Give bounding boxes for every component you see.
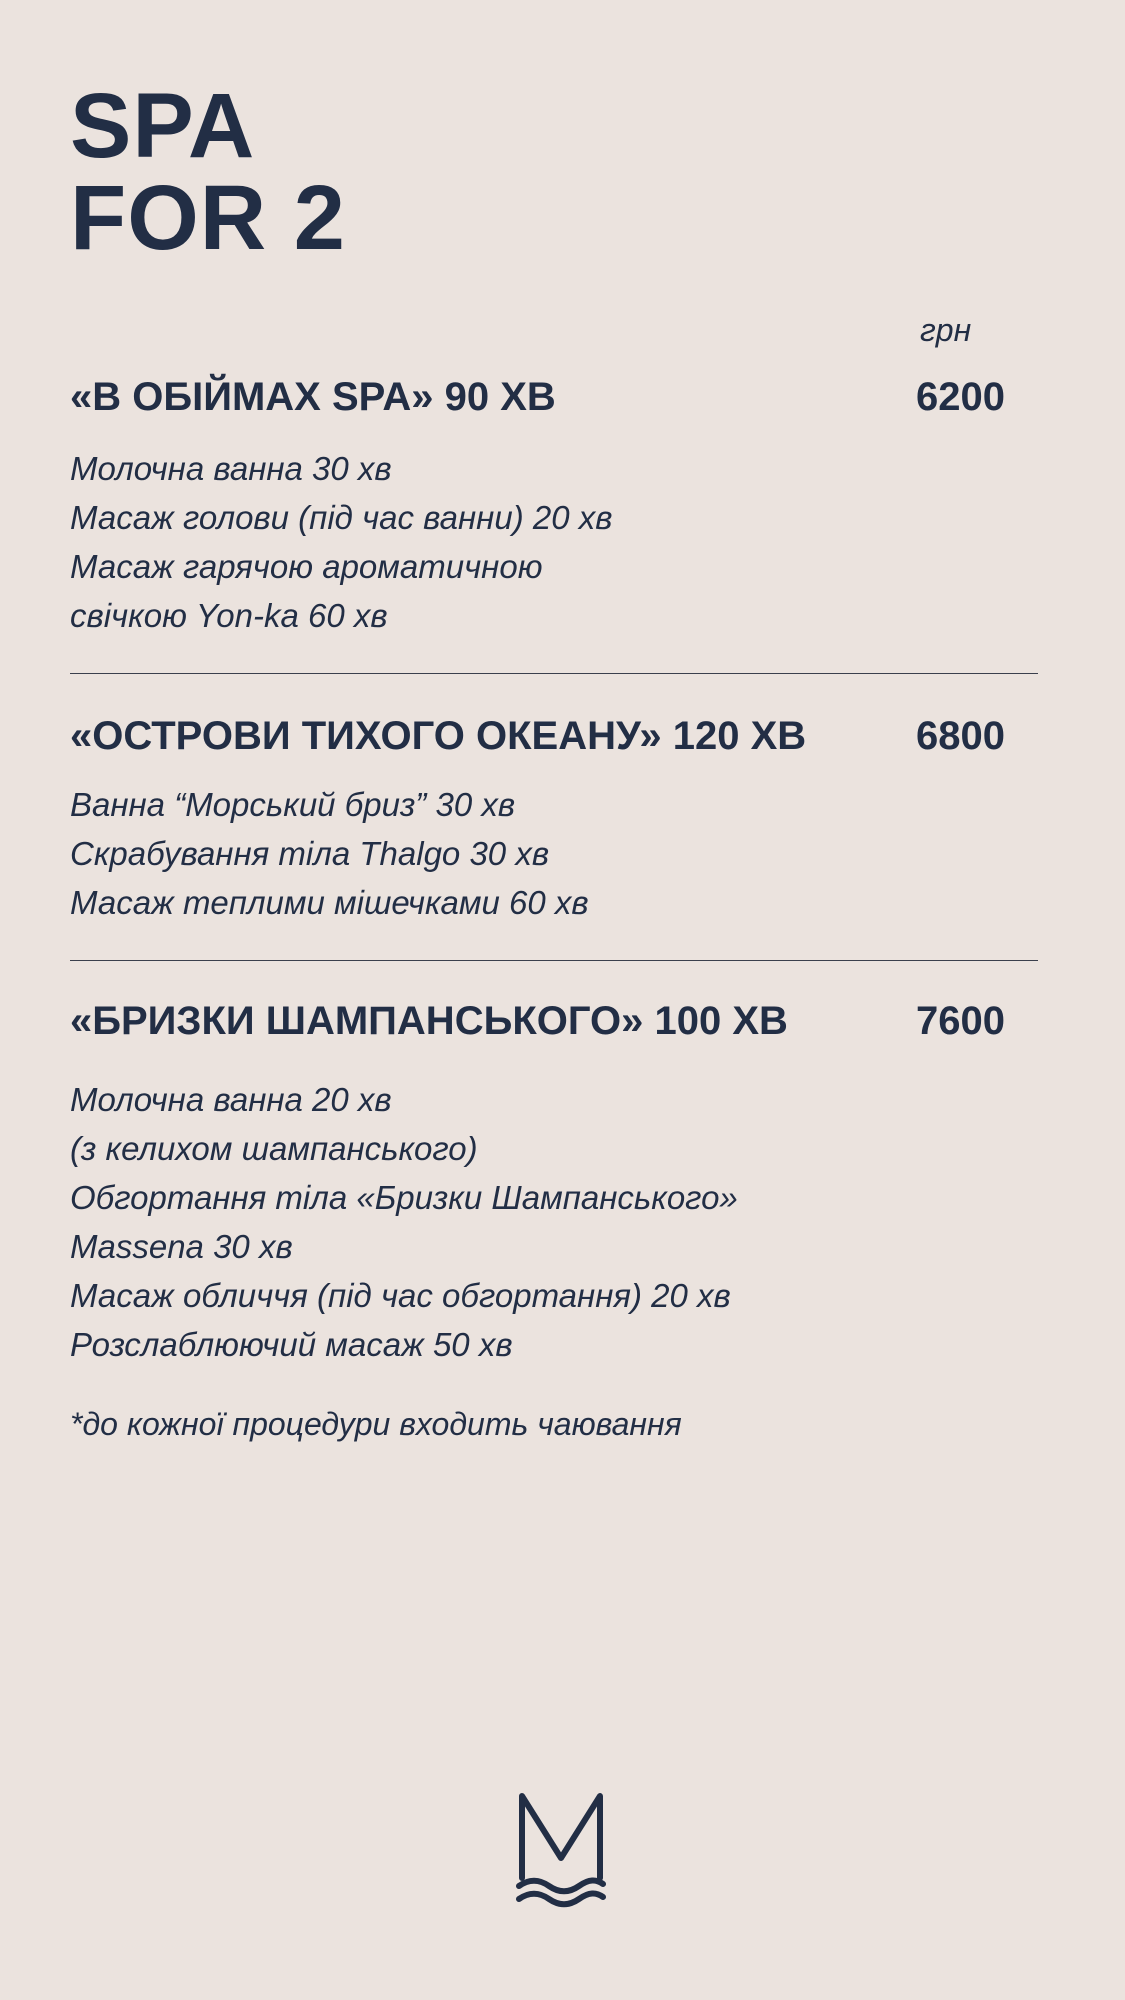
list-item: Ванна “Морський бриз” 30 хв	[70, 786, 516, 823]
package-price: 7600	[916, 999, 1005, 1043]
list-item: Молочна ванна 20 хв	[70, 1081, 392, 1118]
package-name: «ОСТРОВИ ТИХОГО ОКЕАНУ» 120 ХВ	[70, 714, 807, 758]
package-items	[70, 444, 612, 640]
list-item: Масаж обличчя (під час обгортання) 20 хв	[70, 1277, 731, 1314]
list-item: Масаж гарячою ароматичною	[70, 548, 543, 585]
package-items	[70, 780, 589, 927]
list-item: свічкою Yon-ka 60 хв	[70, 597, 388, 634]
package-price: 6200	[916, 375, 1005, 419]
list-item: Масаж теплими мішечками 60 хв	[70, 884, 589, 921]
section-divider	[70, 673, 1038, 674]
list-item: (з келихом шампанського)	[70, 1130, 478, 1167]
package-price: 6800	[916, 714, 1005, 758]
title-line-1: SPA	[70, 75, 256, 177]
page-title	[70, 75, 346, 269]
package-items	[70, 1075, 738, 1369]
list-item: Розслаблюючий масаж 50 хв	[70, 1326, 513, 1363]
m-wave-logo-icon	[516, 1790, 606, 1908]
package-name: «В ОБІЙМАХ SPA» 90 ХВ	[70, 375, 556, 419]
footnote: *до кожної процедури входить чаювання	[70, 1406, 682, 1442]
list-item: Обгортання тіла «Бризки Шампанського»	[70, 1179, 738, 1216]
list-item: Молочна ванна 30 хв	[70, 450, 392, 487]
list-item: Масаж голови (під час ванни) 20 хв	[70, 499, 613, 536]
list-item: Massena 30 хв	[70, 1228, 293, 1265]
title-line-2: FOR 2	[70, 167, 346, 269]
section-divider	[70, 960, 1038, 961]
package-name: «БРИЗКИ ШАМПАНСЬКОГО» 100 ХВ	[70, 999, 788, 1043]
currency-label: грн	[920, 312, 972, 348]
list-item: Скрабування тіла Thalgo 30 хв	[70, 835, 550, 872]
